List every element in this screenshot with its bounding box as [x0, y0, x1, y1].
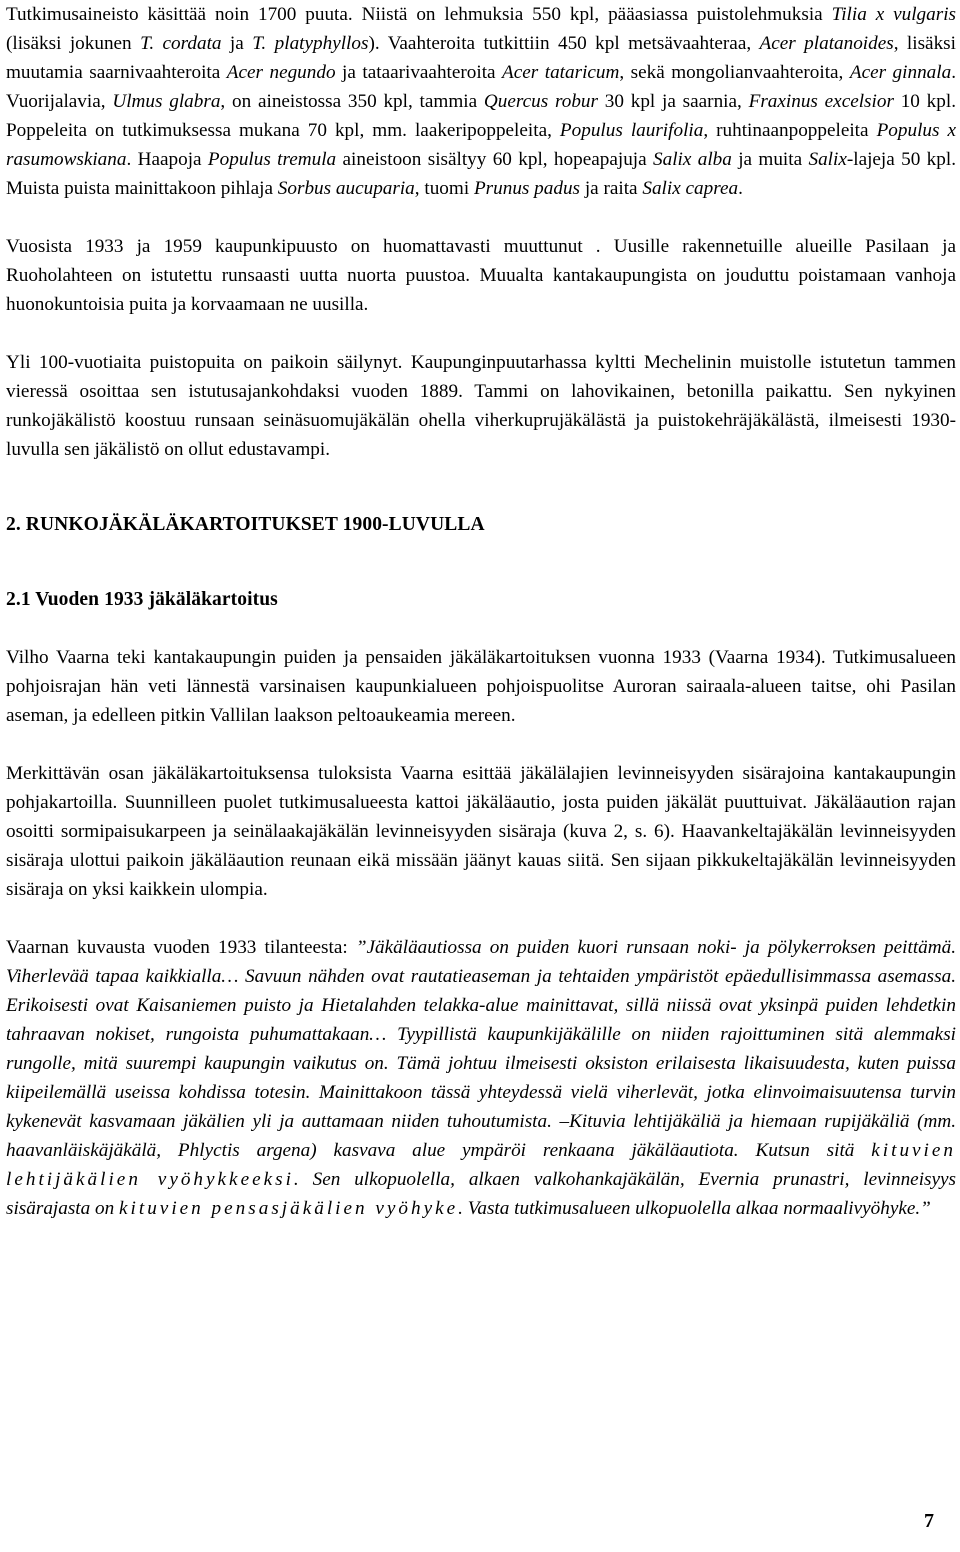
text-run: ”Jäkäläautiossa on puiden kuori runsaan noki- ja pölykerroksen peittämä. Viherlevää tapaa kaikkialla… Savuun nähden ovat rautatieaseman ja tehtaiden ympäristöt epäedullisimmassa asemassa. Erikoisesti ovat Kaisaniemen puisto ja Hietalahden telakka-alue mainittavat, sillä niissä ovat yksinpä puiden lehdetkin tahraavan nokiset, rungoista puhumattakaan… Tyypillistä kaupunkijäkälille on niiden rajoittuminen sitä alemmaksi rungolle, mitä suurempi kaupungin vaikutus on. Tämä johtuu ilmeisesti oksiston erilaisesta likaisuudesta, kuten puissa kiipeilemällä useissa kohdissa totesin. Mainittakoon tässä yhteydessä vielä viherlevät, jotka elinvoimaisuutensa turvin kykenevät kasvamaan jäkälien yli ja auttamaan niiden tuhoutumista. –Kituvia lehtijäkäliä ja hiemaan rupijäkäliä (mm. haavanläiskäjäkälä, Phlyctis argena) kasvava alue ympäröi renkaana jäkäläautiota. Kutsun sitä — [6, 937, 956, 1161]
paragraph-vaarna-quote — [6, 933, 956, 1223]
text-run: Salix alba — [653, 149, 732, 170]
text-run: 30 kpl ja saarnia, — [597, 91, 749, 112]
text-run: Acer ginnala — [849, 62, 952, 83]
text-run: Tutkimusaineisto käsittää noin 1700 puuta. Niistä on lehmuksia 550 kpl, pääasiassa puistolehmuksia — [6, 4, 832, 25]
text-run: Acer tataricum — [502, 62, 620, 83]
text-run: Merkittävän osan jäkäläkartoituksensa tuloksista Vaarna esittää jäkälälajien levinneisyyden sisärajoina kantakaupungin pohjakartoilla. Suunnilleen puolet tutkimusalueesta kattoi jäkäläautio, josta puiden jäkälät puuttuivat. Jäkäläaution rajan osoitti sormipaisukarpeen ja seinälaakajäkälän levinneisyyden sisäraja (kuva 2, s. 6). Haavankeltajäkälän levinneisyyden sisäraja ulottui paikoin jäkäläaution reunaan eikä missään jäänyt kauas siitä. Sen sijaan pikkukeltajäkälän levinneisyyden sisäraja on yksi kaikkein ulompia. — [6, 763, 956, 900]
section-heading: 2.1 Vuoden 1933 jäkäläkartoitus — [6, 589, 278, 610]
text-run: Populus tremula — [207, 149, 337, 170]
chapter-heading: 2. RUNKOJÄKÄLÄKARTOITUKSET 1900-LUVULLA — [6, 514, 485, 535]
paragraph-lichen-limits — [6, 759, 956, 904]
text-run: Prunus padus — [473, 178, 581, 199]
paragraph-old-park-trees — [6, 348, 956, 464]
text-run: aineistoon sisältyy 60 kpl, hopeapajuja — [336, 149, 653, 170]
text-run: -lajeja 50 kpl. Muista puista mainittakoon pihlaja — [6, 149, 956, 199]
document-page — [6, 0, 956, 1223]
text-run: Vilho Vaarna teki kantakaupungin puiden ja pensaiden jäkäläkartoituksen vuonna 1933 (Vaarna 1934). Tutkimusalueen pohjoisrajan hän veti lännestä varsinaisen kaupunkialueen pohjoispuolitse Auroran sairaala-alueen taitse, ohi Pasilan aseman, ja edelleen pitkin Vallilan laakson peltoaukeamia mereen. — [6, 647, 956, 726]
paragraph-tree-material — [6, 0, 956, 203]
text-run: T. platyphyllos — [252, 33, 369, 54]
page-number: 7 — [924, 1510, 934, 1532]
paragraph-vaarna-survey — [6, 643, 956, 730]
text-run: Salix — [808, 149, 847, 170]
text-run: ). Vaahteroita tutkittiin 450 kpl metsävaahteraa, — [368, 33, 760, 54]
text-run: , ruhtinaanpoppeleita — [703, 120, 877, 141]
text-run: Tilia x vulgaris — [831, 4, 957, 25]
text-run: Acer negundo — [226, 62, 336, 83]
text-run: ja — [221, 33, 253, 54]
text-run: T. cordata — [140, 33, 222, 54]
text-run: ja raita — [580, 178, 643, 199]
text-run: (lisäksi jokunen — [6, 33, 141, 54]
text-run: , tuomi — [414, 178, 474, 199]
text-run: Populus laurifolia — [559, 120, 704, 141]
text-run: Sorbus aucuparia — [277, 178, 415, 199]
text-run: kituvien pensasjäkälien vyöhyke — [119, 1198, 459, 1219]
text-run: ja muita — [731, 149, 809, 170]
text-run: Acer platanoides — [759, 33, 894, 54]
text-run: Vaarnan kuvausta vuoden 1933 tilanteesta: — [6, 937, 356, 958]
text-run: Populus x rasumowskiana — [6, 120, 956, 170]
text-run: Salix caprea — [642, 178, 739, 199]
text-run: kituvien lehtijäkälien vyöhykkeeksi — [6, 1140, 956, 1190]
text-run: Quercus robur — [483, 91, 598, 112]
text-run: Fraxinus excelsior — [748, 91, 894, 112]
text-run: . — [738, 178, 743, 199]
text-run: ja tataarivaahteroita — [335, 62, 503, 83]
text-run: . Sen ulkopuolella, alkaen valkohankajäkälän, Evernia prunastri, levinneisyys sisärajasta on — [6, 1169, 956, 1219]
text-run: , on aineistossa 350 kpl, tammia — [220, 91, 484, 112]
text-run: , sekä mongolianvaahteroita, — [619, 62, 850, 83]
paragraph-urban-tree-change — [6, 232, 956, 319]
text-run: . Vuorijalavia, — [6, 62, 956, 112]
text-run: Vuosista 1933 ja 1959 kaupunkipuusto on huomattavasti muuttunut . Uusille rakennetuille alueille Pasilaan ja Ruoholahteen on istutettu runsaasti uutta nuorta puustoa. Muualta kantakaupungista on jouduttu poistamaan vanhoja huonokuntoisia puita ja korvaamaan ne uusilla. — [6, 236, 956, 315]
text-run: 10 kpl. Poppeleita on tutkimuksessa mukana 70 kpl, mm. laakeripoppeleita, — [6, 91, 956, 141]
text-run: . Haapoja — [126, 149, 208, 170]
text-run: Ulmus glabra — [112, 91, 221, 112]
text-run: , lisäksi muutamia saarnivaahteroita — [6, 33, 956, 83]
text-run: Yli 100-vuotiaita puistopuita on paikoin säilynyt. Kaupunginpuutarhassa kyltti Mechelinin muistolle istutetun tammen vieressä osoittaa sen istutusajankohdaksi vuoden 1889. Tammi on lahovikainen, betonilla paikattu. Sen nykyinen runkojäkälistö koostuu runsaan seinäsuomujäkälän ohella viherkuprujäkälästä ja puistokehräjäkälästä, ilmeisesti 1930-luvulla sen jäkälistö on ollut edustavampi. — [6, 352, 956, 460]
text-run: . Vasta tutkimusalueen ulkopuolella alkaa normaalivyöhyke.” — [458, 1198, 931, 1219]
